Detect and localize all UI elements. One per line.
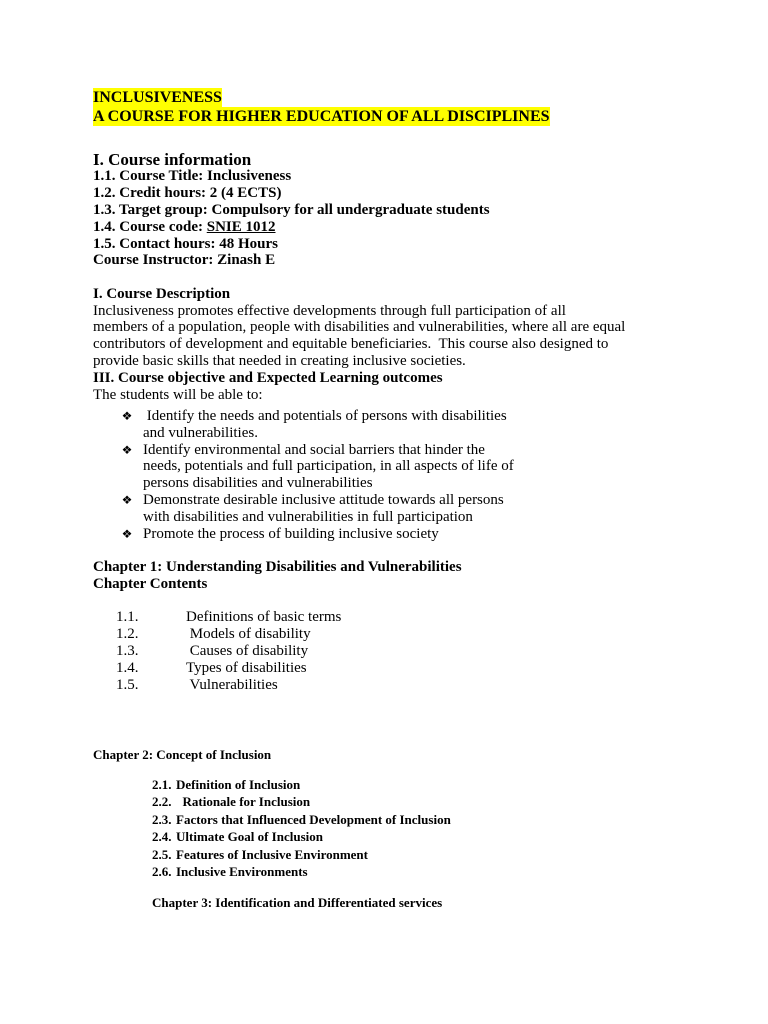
description-line: members of a population, people with disabilities and vulnerabilities, where all are equal — [93, 319, 626, 335]
diamond-bullet-icon: ❖ — [121, 493, 133, 507]
chapter2-item-text: Factors that Influenced Development of Inclusion — [176, 812, 451, 827]
diamond-bullet-icon: ❖ — [121, 443, 133, 457]
objectives-intro: The students will be able to: — [93, 387, 263, 403]
chapter1-item-num: 1.1. — [116, 609, 139, 625]
chapter2-item-num: 2.2. — [152, 794, 172, 809]
objective-line: Promote the process of building inclusive society — [143, 526, 439, 542]
doc-title-line2: A COURSE FOR HIGHER EDUCATION OF ALL DISCIPLINES — [93, 108, 550, 125]
objective-line: persons disabilities and vulnerabilities — [143, 475, 373, 491]
course-title-item: 1.1. Course Title: Inclusiveness — [93, 168, 292, 184]
diamond-bullet-icon: ❖ — [121, 409, 133, 423]
description-line: provide basic skills that needed in creating inclusive societies. — [93, 353, 466, 369]
contact-hours-item: 1.5. Contact hours: 48 Hours — [93, 236, 279, 252]
description-line: contributors of development and equitable beneficiaries. This course also designed to — [93, 336, 609, 352]
doc-title-line1: INCLUSIVENESS — [93, 89, 222, 106]
target-group-item: 1.3. Target group: Compulsory for all undergraduate students — [93, 202, 490, 218]
objective-line: with disabilities and vulnerabilities in full participation — [143, 509, 473, 525]
description-heading: I. Course Description — [93, 286, 231, 302]
chapter2-item-num: 2.1. — [152, 777, 172, 792]
chapter2-item-text: Definition of Inclusion — [176, 777, 301, 792]
diamond-bullet-icon: ❖ — [121, 527, 133, 541]
chapter1-title: Chapter 1: Understanding Disabilities and Vulnerabilities — [93, 559, 462, 575]
chapter2-item-text: Features of Inclusive Environment — [176, 847, 368, 862]
objectives-heading: III. Course objective and Expected Learning outcomes — [93, 370, 443, 386]
chapter1-item-text: Vulnerabilities — [186, 677, 278, 693]
chapter1-item-text: Types of disabilities — [186, 660, 307, 676]
chapter2-title: Chapter 2: Concept of Inclusion — [93, 747, 272, 762]
chapter1-item-num: 1.5. — [116, 677, 139, 693]
objective-line: Identify environmental and social barriers that hinder the — [143, 442, 485, 458]
chapter1-item-num: 1.4. — [116, 660, 139, 676]
course-info-heading: I. Course information — [93, 150, 252, 169]
chapter1-item-num: 1.3. — [116, 643, 139, 659]
chapter2-item-num: 2.3. — [152, 812, 172, 827]
chapter2-item-num: 2.6. — [152, 864, 172, 879]
chapter2-item-text: Inclusive Environments — [176, 864, 308, 879]
course-code-item — [93, 219, 276, 236]
objective-line: and vulnerabilities. — [143, 425, 258, 441]
chapter3-title: Chapter 3: Identification and Differentiated services — [152, 895, 443, 910]
objective-line: needs, potentials and full participation, in all aspects of life of — [143, 458, 514, 474]
chapter2-item-num: 2.5. — [152, 847, 172, 862]
objective-line: Demonstrate desirable inclusive attitude towards all persons — [143, 492, 504, 508]
objective-line: Identify the needs and potentials of persons with disabilities — [143, 408, 507, 424]
chapter1-item-num: 1.2. — [116, 626, 139, 642]
course-code-prefix: 1.4. Course code: — [93, 219, 207, 235]
chapter2-item-num: 2.4. — [152, 829, 172, 844]
chapter-contents-label: Chapter Contents — [93, 576, 208, 592]
description-line: Inclusiveness promotes effective developments through full participation of all — [93, 303, 566, 319]
chapter2-item-text: Ultimate Goal of Inclusion — [176, 829, 323, 844]
chapter1-item-text: Causes of disability — [186, 643, 309, 659]
chapter2-item-text: Rationale for Inclusion — [176, 794, 311, 809]
chapter1-item-text: Models of disability — [186, 626, 311, 642]
credit-hours-item: 1.2. Credit hours: 2 (4 ECTS) — [93, 185, 282, 201]
chapter1-item-text: Definitions of basic terms — [186, 609, 342, 625]
course-code-value: SNIE 1012 — [206, 219, 276, 235]
course-instructor-item: Course Instructor: Zinash E — [93, 252, 276, 268]
